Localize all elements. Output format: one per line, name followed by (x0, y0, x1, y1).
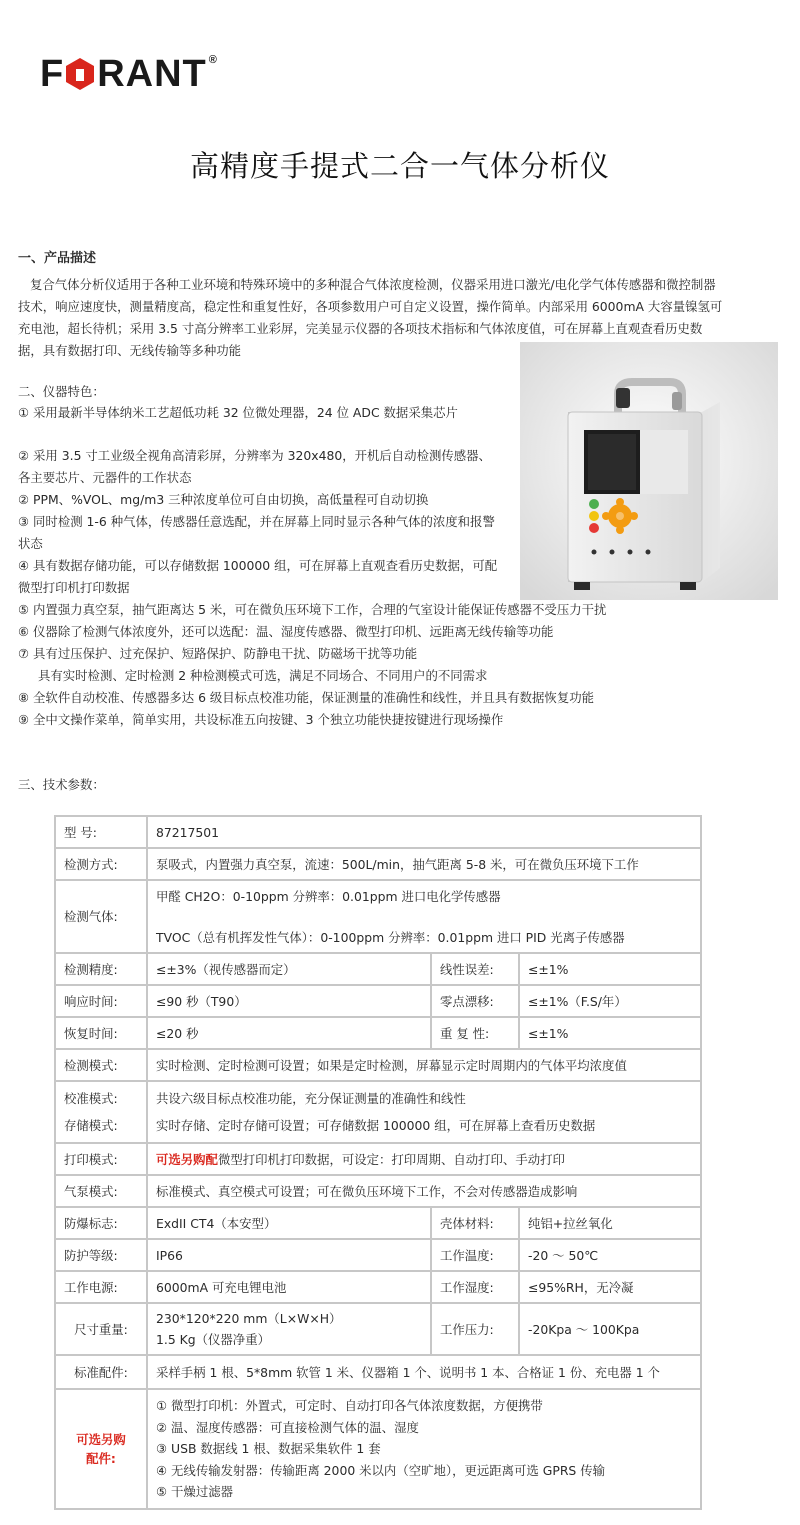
feature-item: 微型打印机打印数据 (18, 580, 130, 595)
desc-line: 充电池，超长待机；采用 3.5 寸高分辨率工业彩屏，完美显示仪器的各项技术指标和气体浓度值，可在屏幕上直观查看历史数 (18, 321, 703, 336)
spec-label: 工作电源: (55, 1271, 147, 1303)
hexagon-o-icon (65, 57, 95, 91)
gas-line: TVOC（总有机挥发性气体）：0-100ppm 分辨率：0.01ppm 进口 PID 光离子传感器 (156, 929, 625, 945)
registered-mark: ® (208, 54, 218, 66)
optional-item: ② 温、湿度传感器：可直接检测气体的温、湿度 (156, 1419, 419, 1435)
spec-label: 零点漂移: (431, 985, 519, 1017)
optional-item: ⑤ 干燥过滤器 (156, 1484, 233, 1500)
params-heading: 三、技术参数： (18, 777, 105, 792)
spec-label: 型 号: (55, 816, 147, 848)
table-row (55, 1271, 701, 1303)
optional-item: ④ 无线传输发射器：传输距离 2000 米以内（空旷地），更远距离可选 GPRS 传输 (156, 1462, 606, 1478)
spec-value (147, 880, 701, 953)
feature-item: ② 采用 3.5 寸工业级全视角高清彩屏，分辨率为 320x480，开机后自动检测传感器、 (18, 448, 491, 463)
page-title: 高精度手提式二合一气体分析仪 (189, 149, 610, 183)
desc-line: 据，具有数据打印、无线传输等多种功能 (18, 343, 242, 358)
spec-value (147, 1081, 701, 1143)
spec-value: 标准模式、真空模式可设置；可在微负压环境下工作，不会对传感器造成影响 (147, 1175, 701, 1207)
spec-value: -20Kpa ～ 100Kpa (519, 1303, 701, 1355)
spec-label: 工作温度: (431, 1239, 519, 1271)
spec-value (147, 1303, 431, 1355)
spec-label: 重 复 性: (431, 1017, 519, 1049)
spec-label: 恢复时间: (55, 1017, 147, 1049)
spec-value: 泵吸式，内置强力真空泵，流速：500L/min，抽气距离 5-8 米，可在微负压环境下工作 (147, 848, 701, 880)
logo-letter-f: F (40, 52, 65, 95)
spec-label: 防爆标志: (55, 1207, 147, 1239)
feature-item: 具有实时检测、定时检测 2 种检测模式可选，满足不同场合、不同用户的不同需求 (38, 668, 488, 683)
product-image (520, 342, 778, 600)
feature-item: ④ 具有数据存储功能，可以存储数据 100000 组，可在屏幕上直观查看历史数据，可配 (18, 558, 498, 573)
feature-item: 各主要芯片、元器件的工作状态 (18, 470, 192, 485)
spec-value: ≤±1% (519, 1017, 701, 1049)
table-row (55, 1207, 701, 1239)
spec-value: ≤95%RH，无冷凝 (519, 1271, 701, 1303)
table-row (55, 1143, 701, 1175)
spec-table (54, 815, 702, 1510)
spec-label: 标准配件: (55, 1355, 147, 1389)
spec-value: ≤±1%（F.S/年） (519, 985, 701, 1017)
feature-item: 状态 (18, 536, 43, 551)
table-row (55, 1355, 701, 1389)
spec-label: 响应时间: (55, 985, 147, 1017)
optional-label-line: 配件: (86, 1451, 116, 1466)
table-row (55, 985, 701, 1017)
spec-label: 气泵模式: (55, 1175, 147, 1207)
storage-label: 存储模式: (64, 1118, 118, 1133)
spec-value (147, 1143, 701, 1175)
calib-label: 校准模式: (64, 1091, 118, 1106)
brand-logo (40, 52, 218, 96)
spec-value: -20 ～ 50℃ (519, 1239, 701, 1271)
spec-label: 检测模式: (55, 1049, 147, 1081)
spec-label: 打印模式: (55, 1143, 147, 1175)
spec-value: IP66 (147, 1239, 431, 1271)
spec-label: 检测气体: (55, 880, 147, 953)
spec-value: ≤±1% (519, 953, 701, 985)
feature-item: ③ 同时检测 1-6 种气体，传感器任意选配，并在屏幕上同时显示各种气体的浓度和报警 (18, 514, 495, 529)
feature-item: ② PPM、%VOL、mg/m3 三种浓度单位可自由切换，高低量程可自动切换 (18, 492, 429, 507)
print-value: 微型打印机打印数据，可设定：打印周期、自动打印、手动打印 (217, 1151, 565, 1167)
table-row (55, 848, 701, 880)
optional-purchase-tag: 可选另购配 (156, 1151, 218, 1167)
optional-item: ① 微型打印机：外置式，可定时、自动打印各气体浓度数据，方便携带 (156, 1398, 543, 1414)
weight-line: 1.5 Kg（仪器净重） (156, 1332, 270, 1347)
optional-item: ③ USB 数据线 1 根、数据采集软件 1 套 (156, 1441, 381, 1457)
spec-value: 6000mA 可充电锂电池 (147, 1271, 431, 1303)
table-row (55, 816, 701, 848)
spec-label: 防护等级: (55, 1239, 147, 1271)
spec-value: 纯铝+拉丝氧化 (519, 1207, 701, 1239)
spec-label: 工作压力: (431, 1303, 519, 1355)
desc-line: 技术，响应速度快，测量精度高，稳定性和重复性好，各项参数用户可自定义设置，操作简单。内部采用 6000mA 大容量镍氢可 (18, 299, 723, 314)
table-row (55, 953, 701, 985)
table-row (55, 1175, 701, 1207)
spec-label: 检测精度: (55, 953, 147, 985)
spec-value: 采样手柄 1 根、5*8mm 软管 1 米、仪器箱 1 个、说明书 1 本、合格证 1 份、充电器 1 个 (147, 1355, 701, 1389)
spec-label: 线性误差: (431, 953, 519, 985)
desc-heading: 一、产品描述 (18, 251, 97, 266)
optional-label-line: 可选另购 (76, 1432, 126, 1447)
feature-item: ① 采用最新半导体纳米工艺超低功耗 32 位微处理器，24 位 ADC 数据采集芯片 (18, 405, 458, 420)
optional-accessories-label (55, 1389, 147, 1509)
table-row (55, 1081, 701, 1143)
feature-item: ⑥ 仪器除了检测气体浓度外，还可以选配：温、湿度传感器、微型打印机、远距离无线传输等功能 (18, 624, 554, 639)
features-heading: 二、仪器特色： (18, 384, 105, 399)
spec-label: 壳体材料: (431, 1207, 519, 1239)
table-row (55, 1389, 701, 1509)
spec-value: 实时检测、定时检测可设置；如果是定时检测，屏幕显示定时周期内的气体平均浓度值 (147, 1049, 701, 1081)
spec-label (55, 1081, 147, 1143)
storage-value: 实时存储、定时存储可设置；可存储数据 100000 组，可在屏幕上查看历史数据 (156, 1118, 596, 1133)
gas-line: 甲醛 CH2O：0-10ppm 分辨率：0.01ppm 进口电化学传感器 (156, 888, 501, 904)
table-row (55, 880, 701, 953)
table-row (55, 1049, 701, 1081)
spec-value: 87217501 (147, 816, 701, 848)
table-row (55, 1017, 701, 1049)
spec-value: ExdII CT4（本安型） (147, 1207, 431, 1239)
spec-label: 检测方式: (55, 848, 147, 880)
feature-item: ⑧ 全软件自动校准、传感器多达 6 级目标点校准功能，保证测量的准确性和线性，并且具有数据恢复功能 (18, 690, 594, 705)
spec-label: 尺寸重量: (55, 1303, 147, 1355)
table-row (55, 1239, 701, 1271)
spec-value (147, 1389, 701, 1509)
feature-item: ⑨ 全中文操作菜单，简单实用，共设标准五向按键、3 个独立功能快捷按键进行现场操作 (18, 712, 504, 727)
spec-value: ≤90 秒（T90） (147, 985, 431, 1017)
spec-value: ≤±3%（视传感器而定） (147, 953, 431, 985)
desc-line: 复合气体分析仪适用于各种工业环境和特殊环境中的多种混合气体浓度检测，仪器采用进口激光/电化学气体传感器和微控制器 (30, 277, 716, 292)
logo-letters-rant: RANT (97, 52, 207, 95)
spec-label: 工作湿度: (431, 1271, 519, 1303)
feature-item: ⑦ 具有过压保护、过充保护、短路保护、防静电干扰、防磁场干扰等功能 (18, 646, 418, 661)
spec-value: ≤20 秒 (147, 1017, 431, 1049)
table-row (55, 1303, 701, 1355)
calib-value: 共设六级目标点校准功能，充分保证测量的准确性和线性 (156, 1091, 466, 1106)
feature-item: ⑤ 内置强力真空泵，抽气距离达 5 米，可在微负压环境下工作，合理的气室设计能保证传感器不受压力干扰 (18, 602, 607, 617)
size-line: 230*120*220 mm（L×W×H） (156, 1311, 342, 1326)
